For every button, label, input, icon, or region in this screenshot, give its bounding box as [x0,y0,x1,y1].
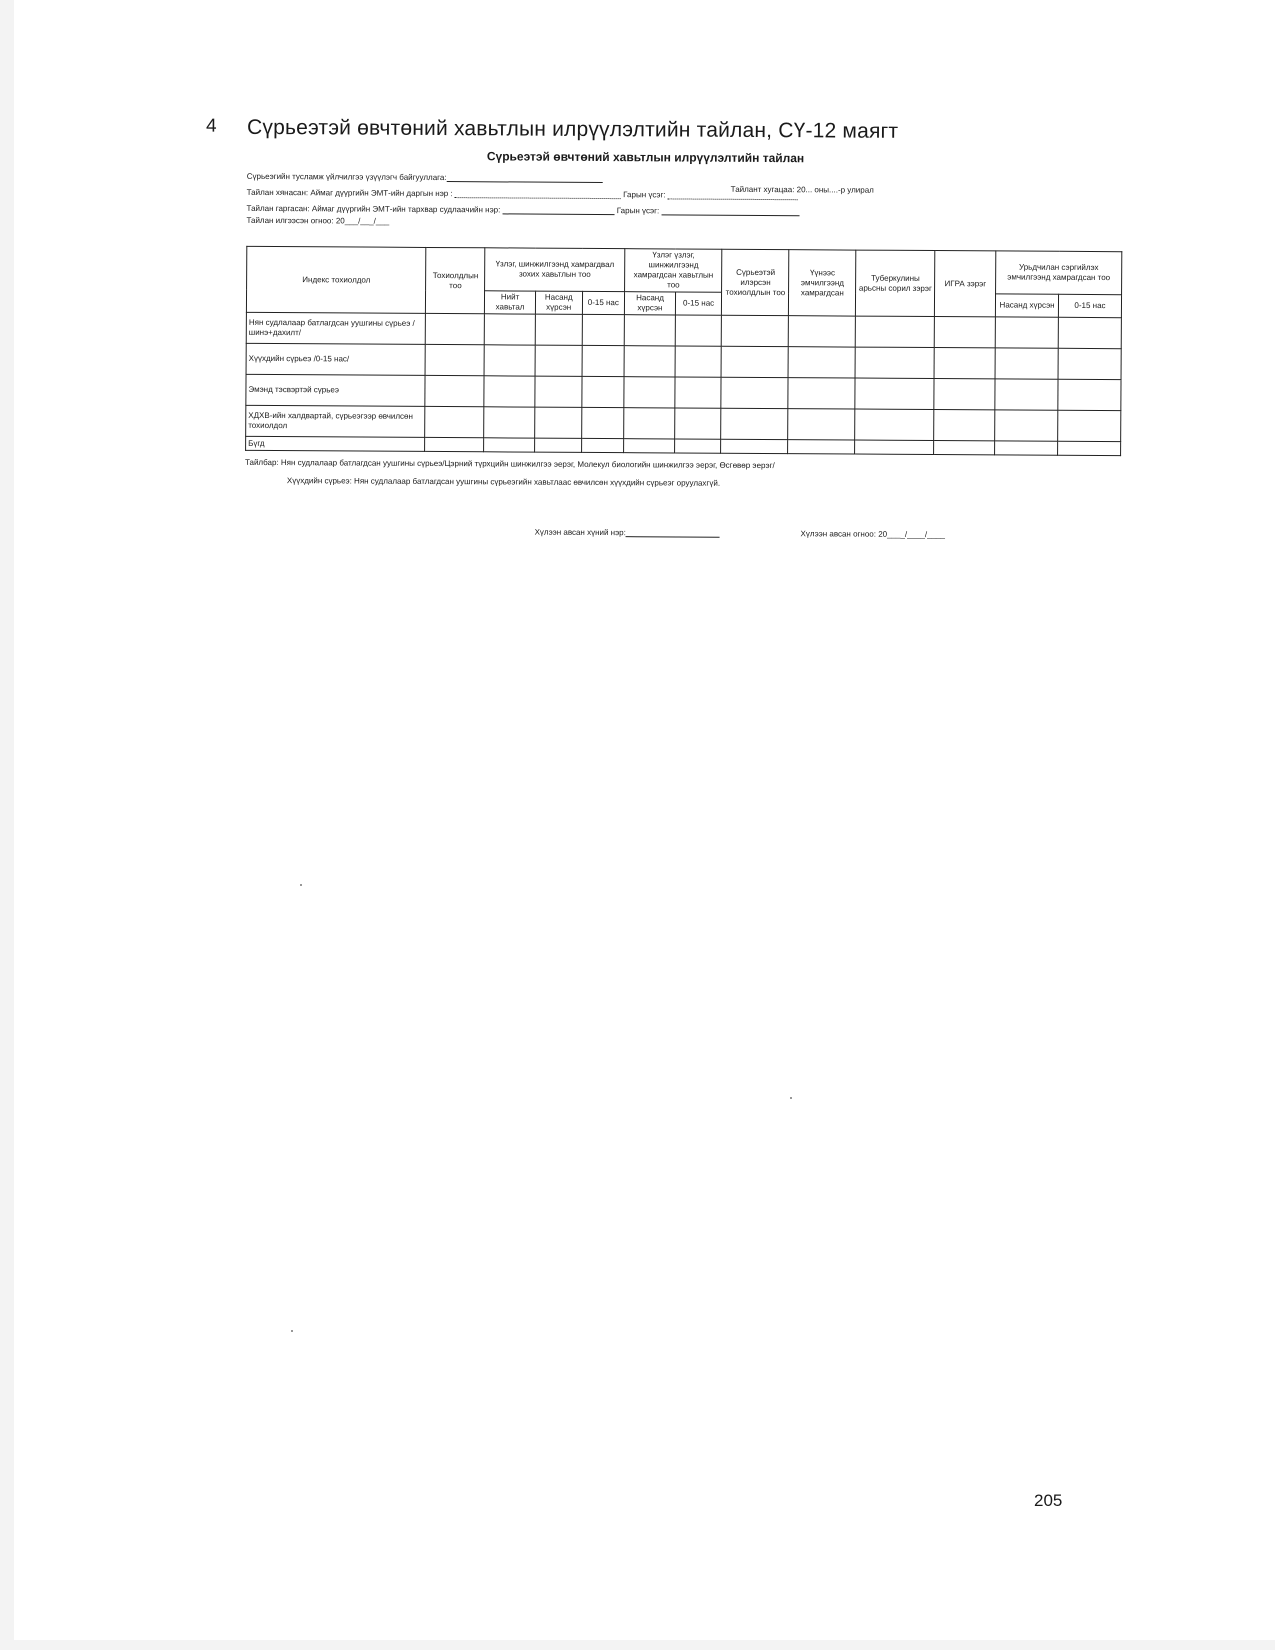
reviewer-blank [455,197,621,199]
page-number: 205 [1034,1491,1063,1510]
header-row-1 [247,246,1122,294]
table-cell [624,346,675,377]
reporter-label: Тайлан гаргасан: [246,203,310,214]
table-cell [788,378,855,409]
table-cell [675,377,722,408]
reporter-blank [503,213,615,215]
table-cell [581,407,624,438]
table-cell [484,345,535,376]
table-cell [855,316,934,347]
receiver-name-field [535,528,720,538]
table-cell [789,316,856,347]
row-label: Нян судлалаар батлагдсан уушгины сүрьеэ /шинэ+дахилт/ [246,312,426,344]
table-cell [535,345,582,376]
header-examined-child: 0-15 нас [675,292,722,315]
reporter-value: Аймаг дүүргийн ЭМТ-ийн тархвар судлаачийн нэр: [311,204,501,215]
table-cell [484,314,535,345]
table-cell [674,408,721,439]
table-cell [934,441,995,455]
row-label: Хүүхдийн сүрьеэ /0-15 нас/ [246,343,426,375]
reporter-signature-blank [662,214,800,216]
receiver-name-blank [626,536,720,538]
header-screened-adult: Насанд хүрсэн [535,291,582,314]
table-cell [855,347,934,378]
header-igra: ИГРА зэрэг [935,251,996,317]
table-cell [675,315,722,346]
table-cell [425,437,484,451]
receiver-name-label: Хүлээн авсан хүний нэр: [534,527,626,538]
table-cell [1058,379,1121,410]
table-cell [934,379,995,410]
header-cases-count: Тохиолдлын тоо [426,247,485,313]
header-tb-detected: Сүрьеэтэй илэрсэн тохиолдлын тоо [722,249,789,315]
table-cell [484,376,535,407]
table-cell [582,314,625,345]
table-cell [995,379,1058,410]
table-cell [581,376,624,407]
section-title: Сүрьеэтэй өвчтөний хавьтлын илрүүлэлтийн тайлан, СҮ-12 маягт [246,115,899,143]
table-cell [425,344,484,375]
note-definition: Тайлбар: Нян судлалаар батлагдсан уушгины сүрьеэ/Цэрний түрхцийн шинжилгээ эерэг, Молекул биологийн шинжилгээ эерэг, Өсгөвөр эерэг/ [244,457,775,471]
period-field: Тайлант хугацаа: 20... оны....-р улирал [730,184,874,195]
reviewer-value: Аймаг дүүргийн ЭМТ-ийн даргын нэр : [310,188,453,199]
scan-bottom-edge [0,1640,1275,1650]
report-table [245,246,1122,456]
table-cell [535,314,582,345]
header-tuberculin: Туберкулины арьсны сорил зэрэг [856,250,935,316]
reviewer-field [247,188,798,200]
table-cell [484,407,535,438]
header-treated: Үүнээс эмчилгээнд хамрагдсан [789,250,856,316]
table-cell [426,313,485,344]
table-cell [582,345,625,376]
table-cell [425,375,484,406]
total-label: Бүгд [246,436,426,451]
scan-speck [300,884,302,886]
header-total-contacts: Нийт хавьтал [485,291,536,314]
table-cell [721,408,788,439]
reviewer-signature-label: Гарын үсэг: [623,190,666,200]
table-cell [995,348,1058,379]
reviewer-label: Тайлан хянасан: [246,187,309,198]
reporter-field [247,204,800,216]
table-cell [624,439,675,453]
table-cell [674,439,721,453]
table-cell [624,408,675,439]
org-label: Сүрьеэгийн тусламж үйлчилгээ үзүүлэгч байгууллага: [246,171,447,183]
scan-speck [790,1097,792,1099]
table-cell [855,378,934,409]
scanned-content [0,0,1275,604]
note-child-tb: Хүүхдийн сүрьеэ: Нян судлалаар батлагдсан уушгины сүрьеэгийн хавьтлаас өвчилсөн хүүхдийн сүрьеэг оруулахгүй. [286,476,721,488]
org-blank [447,181,603,183]
table-cell [995,410,1058,441]
form-title: Сүрьеэтэй өвчтөний хавьтлын илрүүлэлтийн тайлан [486,149,805,166]
reviewer-signature-blank [668,198,798,200]
header-screened-group: Үзлэг, шинжилгээнд хамрагдвал зохих хавьтлын тоо [485,248,625,292]
table-cell [721,377,788,408]
sent-date-field: Тайлан илгээсэн огноо: 20___/___/___ [246,215,390,226]
table-cell [788,347,855,378]
table-cell [721,439,788,453]
table-cell [1058,348,1121,379]
table-cell [425,406,484,437]
org-field [247,172,603,183]
table-cell [535,438,582,452]
table-cell [995,441,1058,455]
table-cell [788,409,855,440]
table-cell [484,438,535,452]
table-cell [1058,410,1121,441]
table-cell [934,348,995,379]
header-preventive-child: 0-15 нас [1058,294,1121,317]
table-cell [788,440,855,454]
table-cell [535,407,582,438]
table-cell [722,315,789,346]
table-cell [675,346,722,377]
table-cell [721,346,788,377]
receive-date-field: Хүлээн авсан огноо: 20____/____/____ [800,529,945,540]
table-cell [624,377,675,408]
table-cell [1058,317,1121,348]
table-cell [855,409,934,440]
table-cell [624,315,675,346]
table-cell [581,438,624,452]
table-cell [535,376,582,407]
row-label: ХДХВ-ийн халдвартай, сүрьеэгээр өвчилсөн тохиолдол [246,405,426,437]
scan-speck [291,1330,293,1332]
header-index-case: Индекс тохиолдол [246,246,426,313]
header-examined-group: Үзлэг үзлэг, шинжилгээнд хамрагдсан хавьтлын тоо [625,249,723,293]
table-cell [855,440,934,454]
header-examined-adult: Насанд хүрсэн [625,292,676,315]
table-cell [1058,441,1121,455]
section-number: 4 [205,115,217,137]
table-cell [935,317,996,348]
reporter-signature-label: Гарын үсэг: [616,206,660,216]
table-cell [934,410,995,441]
header-screened-child: 0-15 нас [582,291,625,314]
row-label: Эмэнд тэсвэртэй сүрьеэ [246,374,426,406]
header-preventive-adult: Насанд хүрсэн [996,294,1059,317]
table-cell [995,317,1058,348]
header-preventive-group: Урьдчилан сэргийлэх эмчилгээнд хамрагдсан тоо [996,251,1122,295]
